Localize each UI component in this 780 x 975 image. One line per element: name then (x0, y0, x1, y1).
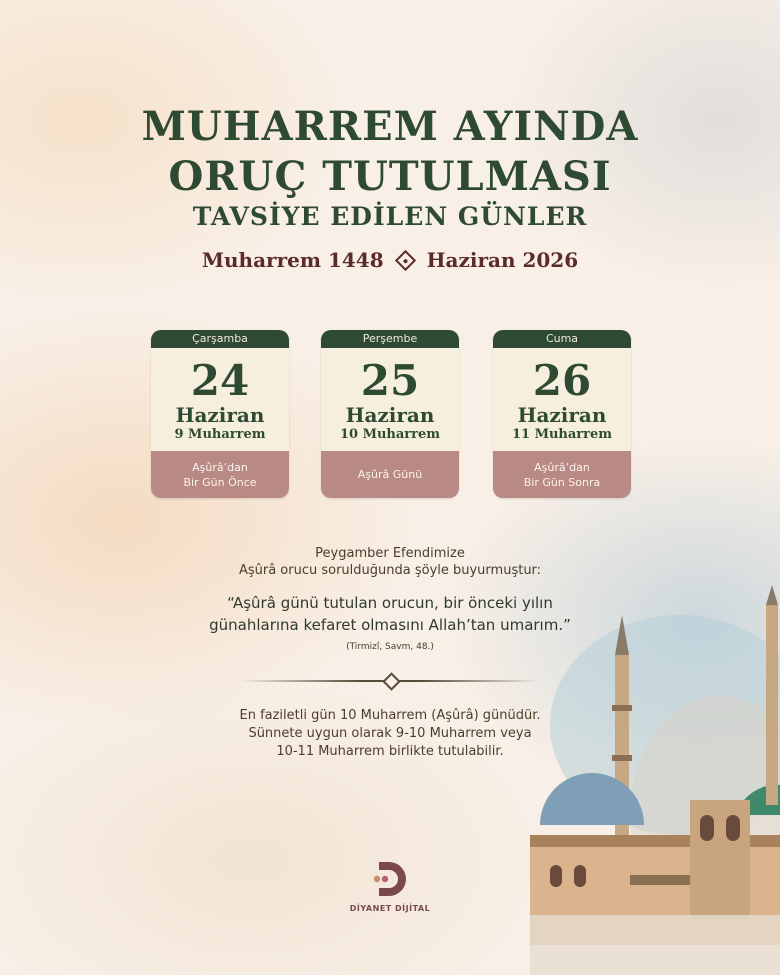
date-card-1 (151, 330, 289, 498)
diyanet-dijital-logo (340, 858, 440, 913)
date-card-3 (493, 330, 631, 498)
intro-line-2: Aşûrâ orucu sorulduğunda şöyle buyurmuştur: (238, 563, 542, 578)
title-line-3: TAVSİYE EDİLEN GÜNLER (192, 202, 588, 231)
hijri-month-year: Muharrem 1448 (201, 248, 384, 272)
card-note-line-1: Aşûrâ’dan (192, 460, 248, 474)
date-card-2 (321, 330, 459, 498)
title-line-2: ORUÇ TUTULMASI (168, 153, 612, 200)
card-hijri-date: 11 Muharrem (511, 427, 613, 442)
card-note-line-2: Bir Gün Önce (183, 475, 257, 489)
quote-line-2: günahlarına kefaret olmasını Allah’tan umarım.” (209, 616, 571, 634)
card-month: Haziran (517, 403, 607, 427)
closing-line-3: 10-11 Muharrem birlikte tutulabilir. (276, 744, 504, 759)
hadith-source: (Tirmizî, Savm, 48.) (346, 642, 434, 652)
hadith-intro (200, 545, 580, 579)
date-subtitle (0, 248, 780, 272)
closing-line-1: En faziletli gün 10 Muharrem (Aşûrâ) günüdür. (239, 708, 541, 723)
quote-line-1: “Aşûrâ günü tutulan orucun, bir önceki yılın (227, 594, 553, 612)
card-weekday: Çarşamba (151, 330, 289, 348)
logo-text: DİYANET DİJİTAL (349, 904, 431, 913)
card-note (321, 451, 459, 498)
mosque-illustration (530, 585, 780, 975)
card-month: Haziran (345, 403, 435, 427)
card-weekday: Perşembe (321, 330, 459, 348)
card-month: Haziran (175, 403, 265, 427)
card-date: 24 (190, 356, 250, 405)
card-note-line-2: Bir Gün Sonra (523, 475, 601, 489)
card-note-line-1: Aşûrâ Günü (357, 468, 423, 481)
card-note (151, 451, 289, 498)
gregorian-month-year: Haziran 2026 (426, 248, 579, 272)
card-note-line-1: Aşûrâ’dan (534, 460, 590, 474)
logo-mark-icon (371, 858, 409, 900)
card-date: 26 (532, 356, 592, 405)
card-hijri-date: 9 Muharrem (174, 427, 266, 442)
intro-line-1: Peygamber Efendimize (315, 546, 465, 561)
card-note (493, 451, 631, 498)
closing-line-2: Sünnete uygun olarak 9-10 Muharrem veya (248, 726, 532, 741)
card-date: 25 (360, 356, 420, 405)
card-weekday: Cuma (493, 330, 631, 348)
diamond-separator-icon (395, 249, 416, 270)
title-line-1: MUHARREM AYINDA (141, 103, 639, 150)
card-hijri-date: 10 Muharrem (339, 427, 441, 442)
